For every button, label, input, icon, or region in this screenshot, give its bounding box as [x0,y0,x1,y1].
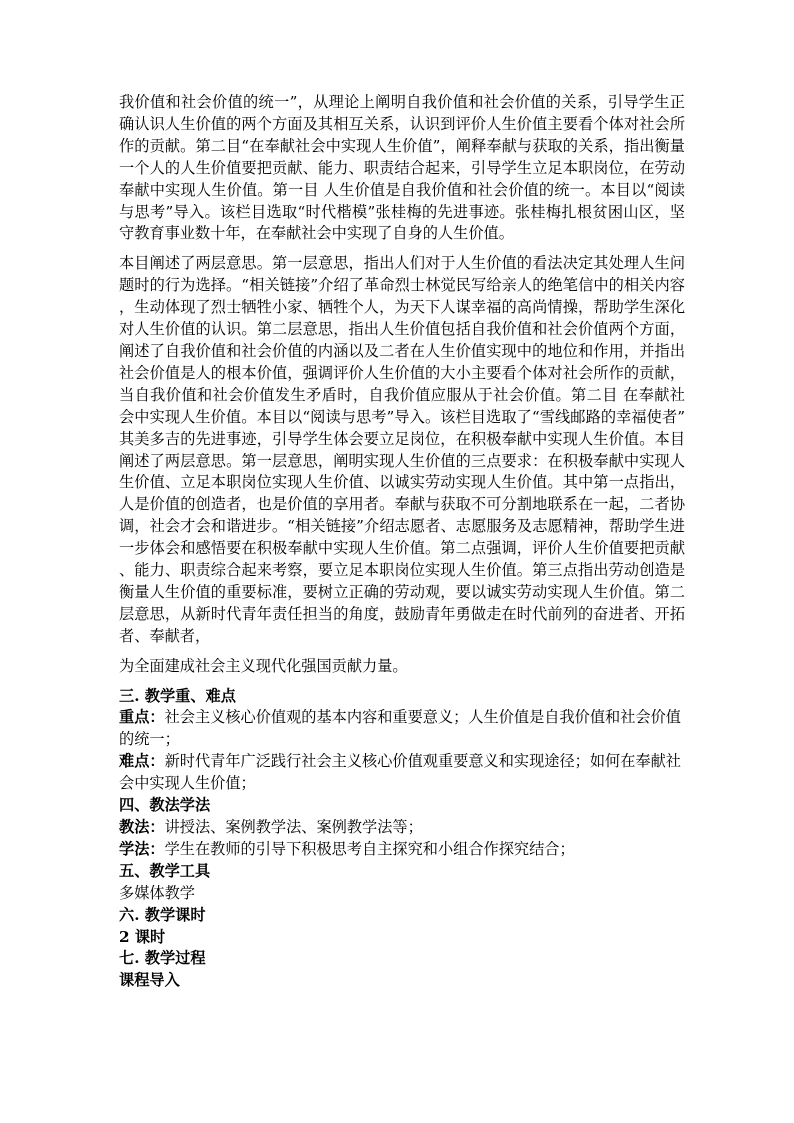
learning-method-text: 学生在教师的引导下积极思考自主探究和小组合作探究结合； [164,839,575,858]
learning-method-label: 学法： [119,839,165,858]
key-points-text: 社会主义核心价值观的基本内容和重要意义；人生价值是自我价值和社会价值的统一； [119,708,681,749]
teaching-method-text: 讲授法、案例教学法、案例教学法等； [164,818,423,836]
difficult-points-text: 新时代青年广泛践行社会主义核心价值观重要意义和实现途径；如何在奉献社会中实现人生价值； [119,752,681,793]
paragraph-content-analysis: 本目阐述了两层意思。第一层意思，指出人们对于人生价值的看法决定其处理人生问题时的行为选择。“相关链接”介绍了革命烈士林觉民写给亲人的绝笔信中的相关内容，生动体现了烈士牺牲小家、牺牲个人，为天下人谋幸福的高尚情操，帮助学生深化对人生价值的认识。第二层意思，指出人生价值包括自我价值和社会价值两个方面，阐述了自我价值和社会价值的内涵以及二者在人生价值实现中的地位和作用，并指出社会价值是人的根本价值，强调评价人生价值的大小主要看个体对社会所作的贡献，当自我价值和社会价值发生矛盾时，自我价值应服从于社会价值。第二目 在奉献社会中实现人生价值。本目以“阅读与思考”导入。该栏目选取了“雪线邮路的幸福使者”其美多吉的先进事迹，引导学生体会要立足岗位，在积极奉献中实现人生价值。本目阐述了两层意思。第一层意思，阐明实现人生价值的三点要求：在积极奉献中实现人生价值、立足本职岗位实现人生价值、以诚实劳动实现人生价值。其中第一点指出，人是价值的创造者，也是价值的享用者。奉献与获取不可分割地联系在一起，二者协调，社会才会和谐进步。“相关链接”介绍志愿者、志愿服务及志愿精神，帮助学生进一步体会和感悟要在积极奉献中实现人生价值。第二点强调，评价人生价值要把贡献、能力、职责综合起来考察，要立足本职岗位实现人生价值。第三点指出劳动创造是衡量人生价值的重要标准，要树立正确的劳动观，要以诚实劳动实现人生价值。第二层意思，从新时代青年责任担当的角度，鼓励青年勇做走在时代前列的奋进者、开拓者、奉献者， [119,254,685,645]
hours-text: 2 课时 [119,927,166,946]
tools-text: 多媒体教学 [119,883,195,902]
paragraph-closing: 为全面建成社会主义现代化强国贡献力量。 [119,656,408,675]
teaching-method-line [119,817,685,839]
key-points-label: 重点： [119,708,165,727]
section-heading-process: 七. 教学过程 [119,949,206,968]
document-body [119,92,685,992]
learning-method-line [119,839,685,861]
difficult-points-label: 难点： [119,752,165,771]
section-heading-hours: 六. 教学课时 [119,905,206,924]
section-heading-methods: 四、教法学法 [119,796,211,815]
teaching-method-label: 教法： [119,818,165,836]
difficult-points-line [119,751,685,795]
section-heading-tools: 五、教学工具 [119,861,211,880]
paragraph-course-overview: 我价值和社会价值的统一”，从理论上阐明自我价值和社会价值的关系，引导学生正确认识人生价值的两个方面及其相互关系，认识到评价人生价值主要看个体对社会所作的贡献。第二目“在奉献社会中实现人生价值”，阐释奉献与获取的关系，指出衡量一个人的人生价值要把贡献、能力、职责结合起来，引导学生立足本职岗位，在劳动奉献中实现人生价值。第一目 人生价值是自我价值和社会价值的统一。本目以“阅读与思考”导入。该栏目选取“时代楷模”张桂梅的先进事迹。张桂梅扎根贫困山区，坚守教育事业数十年，在奉献社会中实现了自身的人生价值。 [119,93,685,243]
section-heading-key-difficult: 三. 教学重、难点 [119,686,236,705]
process-subheading: 课程导入 [119,971,180,990]
key-points-line [119,707,685,751]
